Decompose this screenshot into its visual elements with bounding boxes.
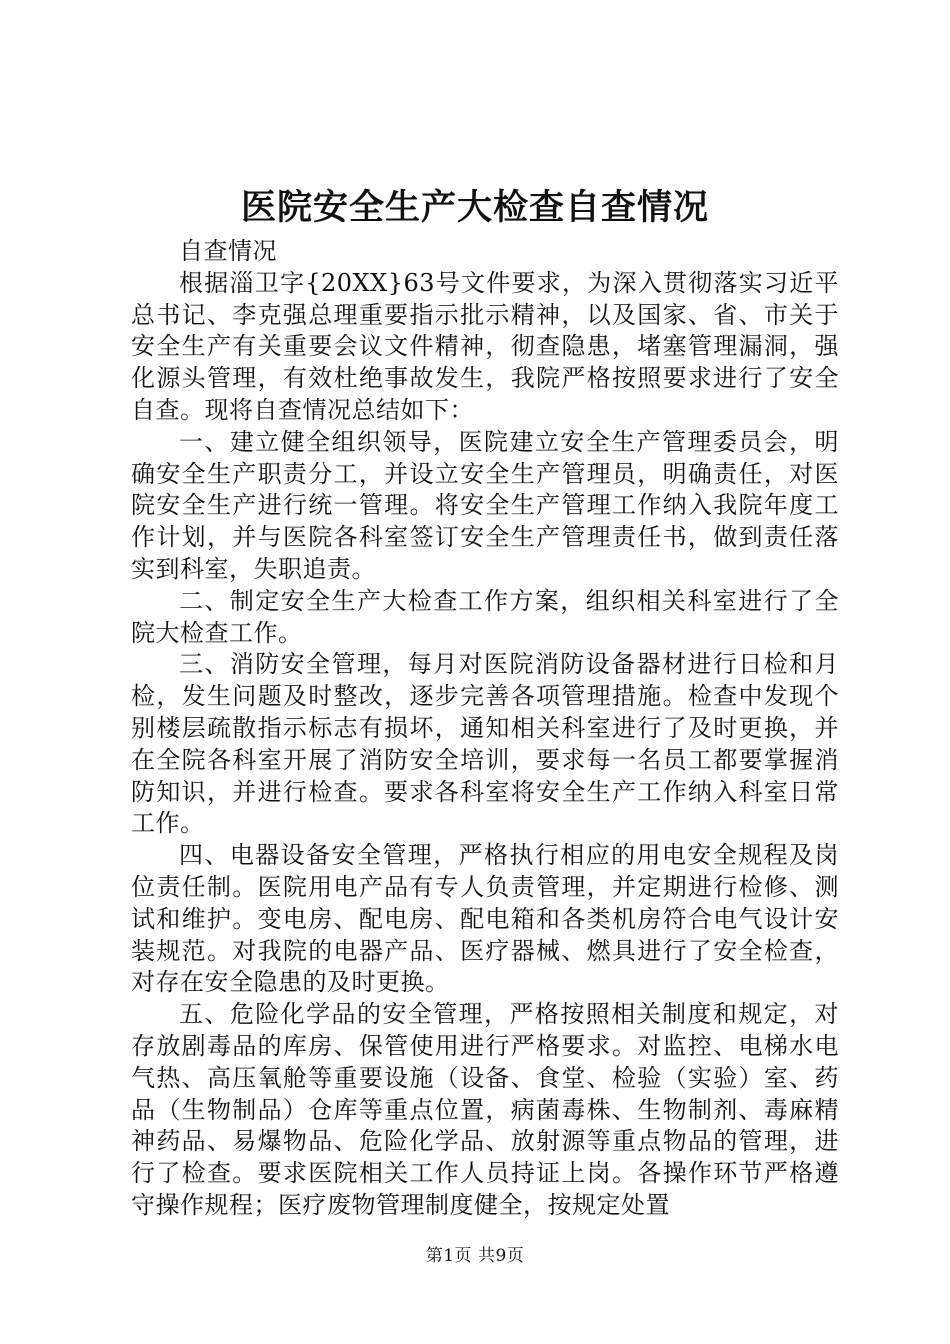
page-number-footer: 第1页 共9页	[425, 1246, 525, 1266]
paragraph-item-4: 四、电器设备安全管理，严格执行相应的用电安全规程及岗位责任制。医院用电产品有专人负责管理，并定期进行检修、测试和维护。变电房、配电房、配电箱和各类机房符合电气设计安装规范。对我院的电器产品、医疗器械、燃具进行了安全检查，对存在安全隐患的及时更换。	[131, 841, 839, 997]
paragraph-item-3: 三、消防安全管理，每月对医院消防设备器材进行日检和月检，发生问题及时整改，逐步完善各项管理措施。检查中发现个别楼层疏散指示标志有损坏，通知相关科室进行了及时更换，并在全院各科室开展了消防安全培训，要求每一名员工都要掌握消防知识，并进行检查。要求各科室将安全生产工作纳入科室日常工作。	[131, 650, 839, 838]
paragraph-item-2: 二、制定安全生产大检查工作方案，组织相关科室进行了全院大检查工作。	[131, 586, 839, 647]
paragraph-item-5: 五、危险化学品的安全管理，严格按照相关制度和规定，对存放剧毒品的库房、保管使用进行严格要求。对监控、电梯水电气热、高压氧舱等重要设施（设备、食堂、检验（实验）室、药品（生物制品）仓库等重点位置，病菌毒株、生物制剂、毒麻精神药品、易爆物品、危险化学品、放射源等重点物品的管理，进行了检查。要求医院相关工作人员持证上岗。各操作环节严格遵守操作规程；医疗废物管理制度健全，按规定处置	[131, 1000, 839, 1219]
paragraph-intro: 根据淄卫字{20XX}63号文件要求，为深入贯彻落实习近平总书记、李克强总理重要指示批示精神，以及国家、省、市关于安全生产有关重要会议文件精神，彻查隐患，堵塞管理漏洞，强化源头管理，有效杜绝事故发生，我院严格按照要求进行了安全自查。现将自查情况总结如下：	[131, 268, 839, 424]
paragraph-heading: 自查情况	[179, 237, 277, 265]
document-title: 医院安全生产大检查自查情况	[240, 187, 709, 228]
paragraph-item-1: 一、建立健全组织领导，医院建立安全生产管理委员会，明确安全生产职责分工，并设立安全生产管理员，明确责任，对医院安全生产进行统一管理。将安全生产管理工作纳入我院年度工作计划，并与医院各科室签订安全生产管理责任书，做到责任落实到科室，失职追责。	[131, 427, 839, 583]
document-body	[131, 236, 839, 1222]
